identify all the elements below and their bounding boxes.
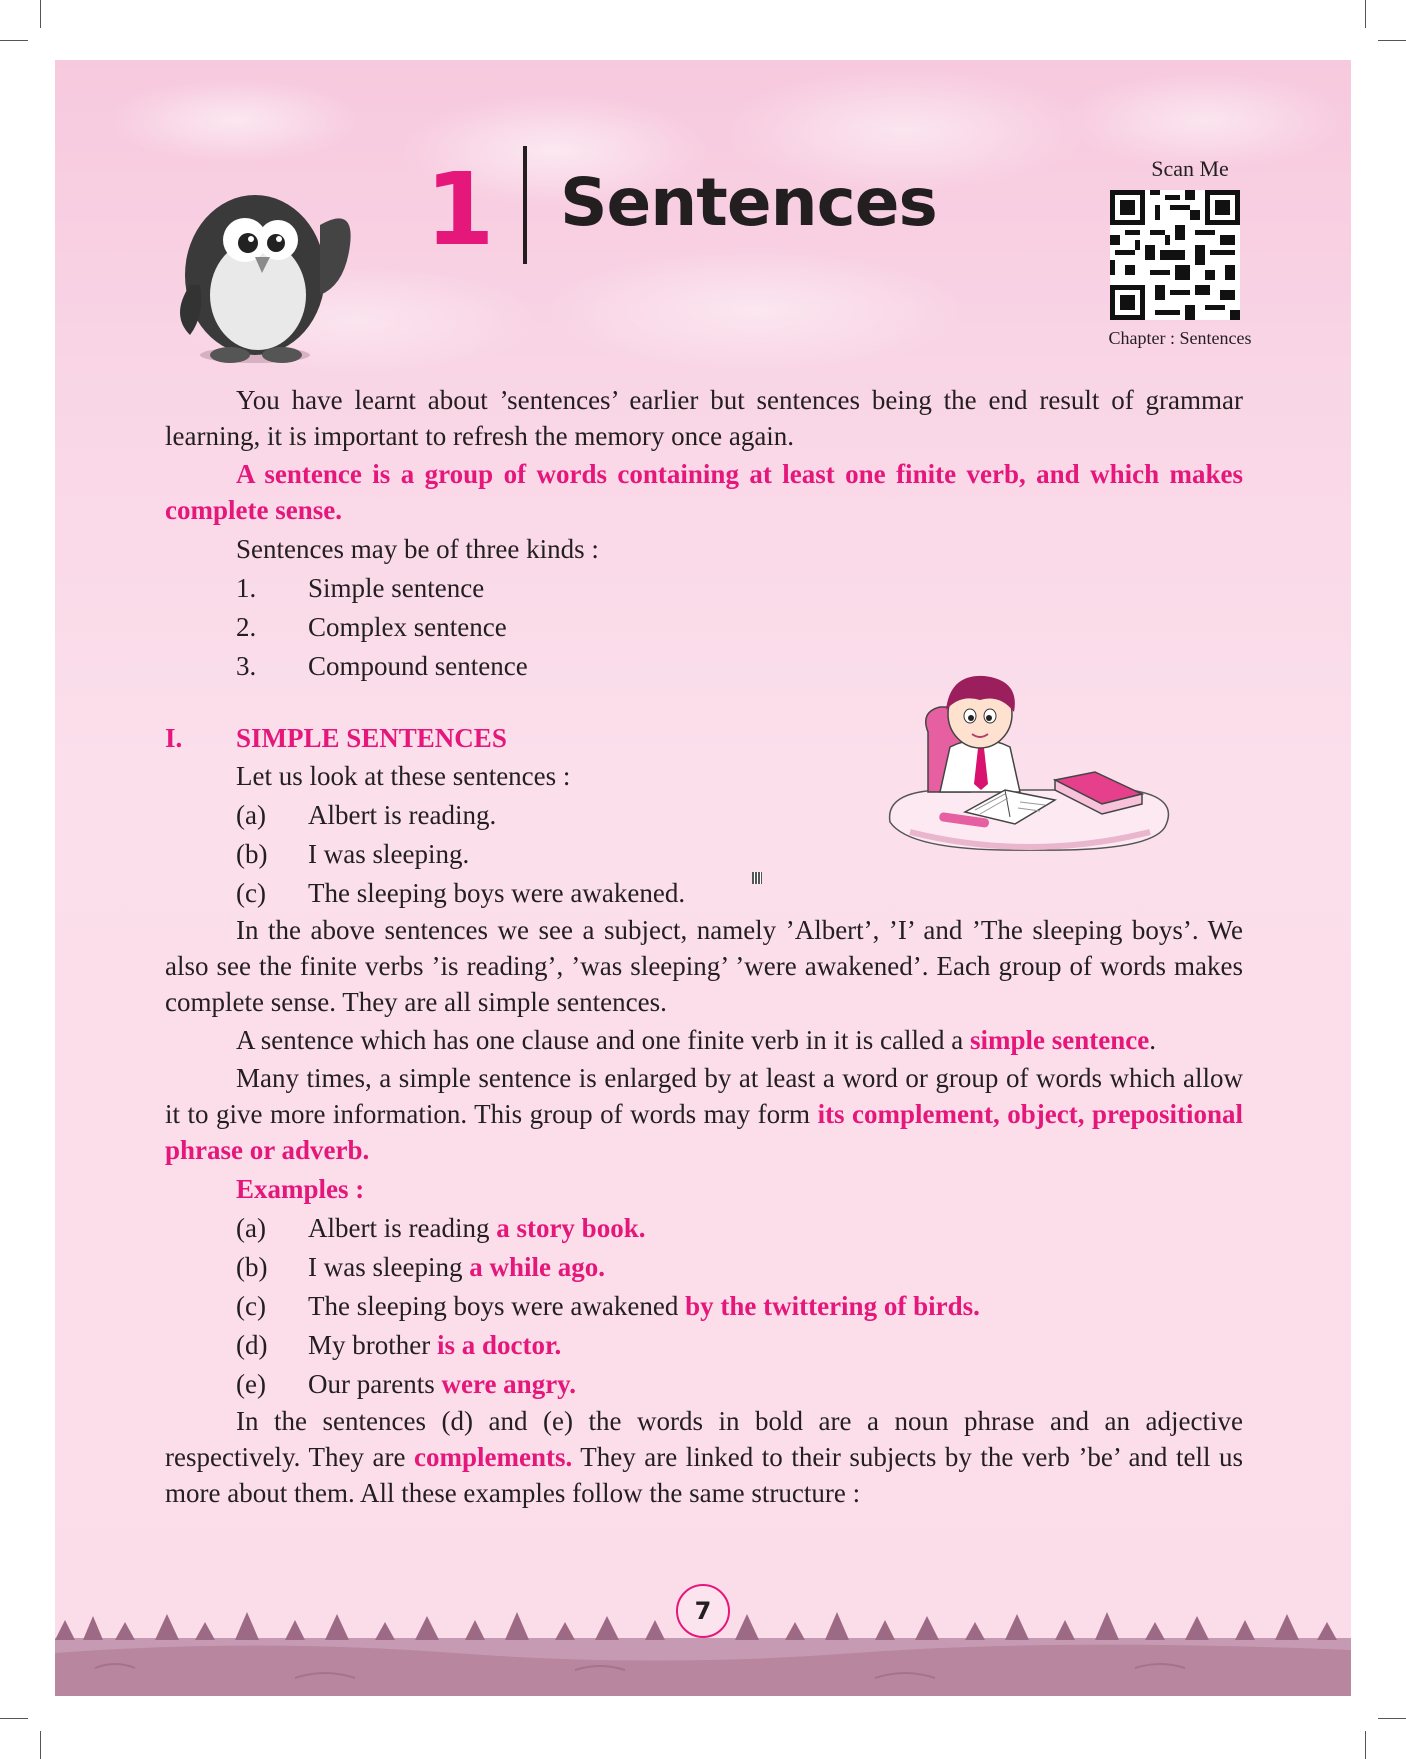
example-item [165, 1286, 1243, 1325]
enlarged-paragraph [165, 1060, 1243, 1168]
crop-mark [1378, 40, 1406, 41]
section-lead: Let us look at these sentences : [236, 761, 571, 791]
example-end: . [638, 1212, 646, 1243]
example-label: (b) [236, 1251, 268, 1282]
chapter-title: Sentences [560, 164, 937, 241]
kinds-intro: Sentences may be of three kinds : [236, 534, 599, 564]
examples-heading: Examples : [236, 1174, 365, 1204]
example-label: (a) [236, 1212, 266, 1243]
example-label: (d) [236, 1329, 268, 1360]
complements-text: In the sentences (d) and (e) the words in bold are a noun phrase and an adjective respectively. They are [165, 1406, 1243, 1472]
example-label: (c) [236, 877, 266, 908]
example-highlight: a while ago. [469, 1251, 605, 1282]
list-text: Simple sentence [308, 572, 485, 603]
qr-caption: Chapter : Sentences [1108, 328, 1252, 348]
complements-text-end: They are linked to their subjects by the verb ’be’ and tell us more about them. All these examples follow the same structure : [165, 1442, 1243, 1508]
section-number: I. [165, 723, 183, 753]
example-highlight: by the twittering of birds. [685, 1290, 980, 1321]
intro-paragraph: You have learnt about ’sentences’ earlier but sentences being the end result of grammar learning, it is important to refresh the memory once again. [165, 385, 1243, 451]
list-item [165, 568, 1243, 607]
crop-mark [0, 1718, 28, 1719]
list-item [165, 646, 1243, 685]
definition-paragraph: A sentence is a group of words containing at least one finite verb, and which makes complete sense. [165, 459, 1243, 525]
example-item [165, 1325, 1243, 1364]
enlarged-text: Many times, a simple sentence is enlarged by at least a word or group of words which allow it to give more information. This group of words may form [165, 1063, 1243, 1129]
complements-term: complements. [414, 1442, 573, 1472]
example-text [308, 1327, 561, 1363]
example-plain: Our parents [308, 1368, 442, 1399]
crop-mark [1378, 1718, 1406, 1719]
example-label: (a) [236, 799, 266, 830]
main-content [165, 382, 1243, 1513]
example-plain: Albert is reading [308, 1212, 497, 1243]
example-item [165, 795, 1243, 834]
example-item [165, 873, 1243, 912]
example-item [165, 1208, 1243, 1247]
qr-code-icon[interactable] [1110, 190, 1240, 320]
list-text: Compound sentence [308, 650, 528, 681]
definition-text: A sentence which has one clause and one finite verb in it is called a [236, 1025, 970, 1055]
crop-mark [40, 1731, 41, 1759]
definition-term: simple sentence [970, 1025, 1150, 1055]
list-number: 3. [236, 650, 257, 681]
section-heading [165, 719, 1243, 757]
example-highlight: is a doctor. [436, 1329, 562, 1360]
example-text [308, 1249, 605, 1285]
simple-definition-paragraph [165, 1022, 1243, 1058]
subject-paragraph: In the above sentences we see a subject, namely ’Albert’, ’I’ and ’The sleeping boys’. We also see the finite verbs ’is reading’, ’was sleeping’ ’were awakened’. Each group of words makes complete sense. They are all simple sentences. [165, 915, 1243, 1017]
chapter-number: 1 [425, 151, 495, 268]
list-item [165, 607, 1243, 646]
example-text [308, 1210, 645, 1246]
example-label: (e) [236, 1368, 266, 1399]
example-text: Albert is reading. [308, 799, 497, 830]
example-item [165, 834, 1243, 873]
crop-mark [1365, 1731, 1366, 1759]
example-highlight: were angry. [441, 1368, 576, 1399]
example-text: The sleeping boys were awakened. [308, 877, 686, 908]
example-plain: My brother [308, 1329, 437, 1360]
list-text: Complex sentence [308, 611, 507, 642]
definition-end: . [1149, 1025, 1156, 1055]
example-highlight: a story book [496, 1212, 639, 1243]
example-plain: I was sleeping [308, 1251, 470, 1282]
example-item [165, 1247, 1243, 1286]
penguin-illustration [170, 165, 360, 365]
example-label: (c) [236, 1290, 266, 1321]
scan-label: Scan Me [1151, 156, 1229, 181]
example-text [308, 1288, 980, 1324]
complements-paragraph [165, 1403, 1243, 1511]
example-text [308, 1366, 576, 1402]
crop-mark [1365, 0, 1366, 28]
example-item [165, 1364, 1243, 1403]
example-plain: The sleeping boys were awakened [308, 1290, 686, 1321]
enlarged-highlight: its complement, object, prepositional phrase or adverb. [165, 1099, 1243, 1165]
list-number: 2. [236, 611, 257, 642]
section-title: SIMPLE SENTENCES [236, 723, 507, 753]
header-divider [523, 146, 527, 264]
example-label: (b) [236, 838, 268, 869]
list-number: 1. [236, 572, 257, 603]
book-page [55, 60, 1351, 1696]
example-text: I was sleeping. [308, 838, 470, 869]
crop-mark [0, 40, 28, 41]
page-number: 7 [676, 1584, 730, 1638]
crop-mark [40, 0, 41, 28]
